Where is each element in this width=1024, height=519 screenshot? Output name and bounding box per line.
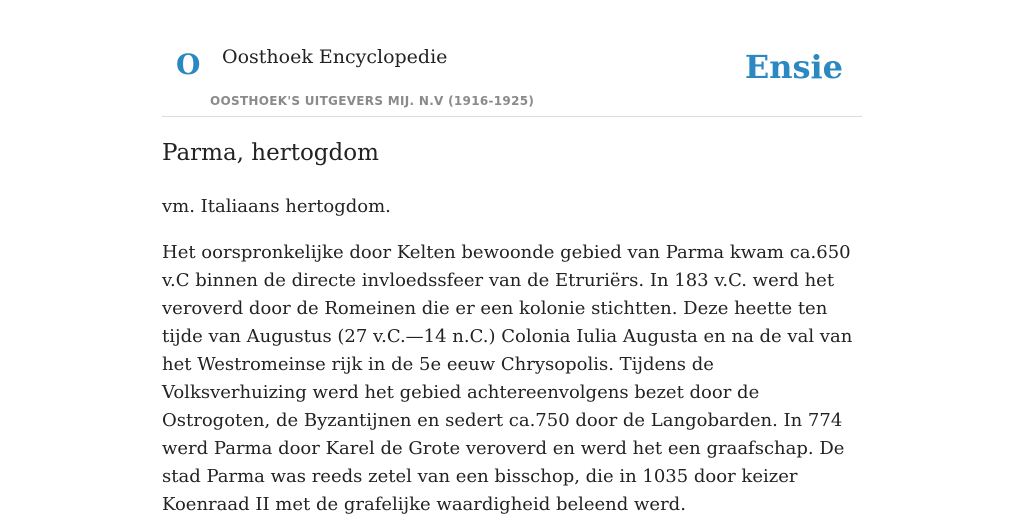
site-header xyxy=(162,0,862,117)
encyclopedia-logo[interactable]: O xyxy=(176,48,201,81)
article-body: Het oorspronkelijke door Kelten bewoonde gebied van Parma kwam ca.650 v.C binnen de directe invloedssfeer van de Etruriërs. In 183 v.C. werd het veroverd door de Romeinen die er een kolonie stichtten. Deze heette ten tijde van Augustus (27 v.C.—14 n.C.) Colonia Iulia Augusta en na de val van het Westromeinse rijk in de 5e eeuw Chrysopolis. Tijdens de Volksverhuizing werd het gebied achtereenvolgens bezet door de Ostrogoten, de Byzantijnen en sedert ca.750 door de Langobarden. In 774 werd Parma door Karel de Grote veroverd en werd het een graafschap. De stad Parma was reeds zetel van een bisschop, die in 1035 door keizer Koenraad II met de grafelijke waardigheid beleend werd. xyxy=(162,242,853,515)
article-container xyxy=(162,0,862,515)
publisher-label: OOSTHOEK'S UITGEVERS MIJ. N.V (1916-1925) xyxy=(210,94,535,108)
ensie-logo[interactable]: Ensie xyxy=(744,48,843,86)
article-title: Parma, hertogdom xyxy=(162,140,379,166)
article-summary: vm. Italiaans hertogdom. xyxy=(162,196,391,217)
encyclopedia-name[interactable]: Oosthoek Encyclopedie xyxy=(222,46,448,68)
